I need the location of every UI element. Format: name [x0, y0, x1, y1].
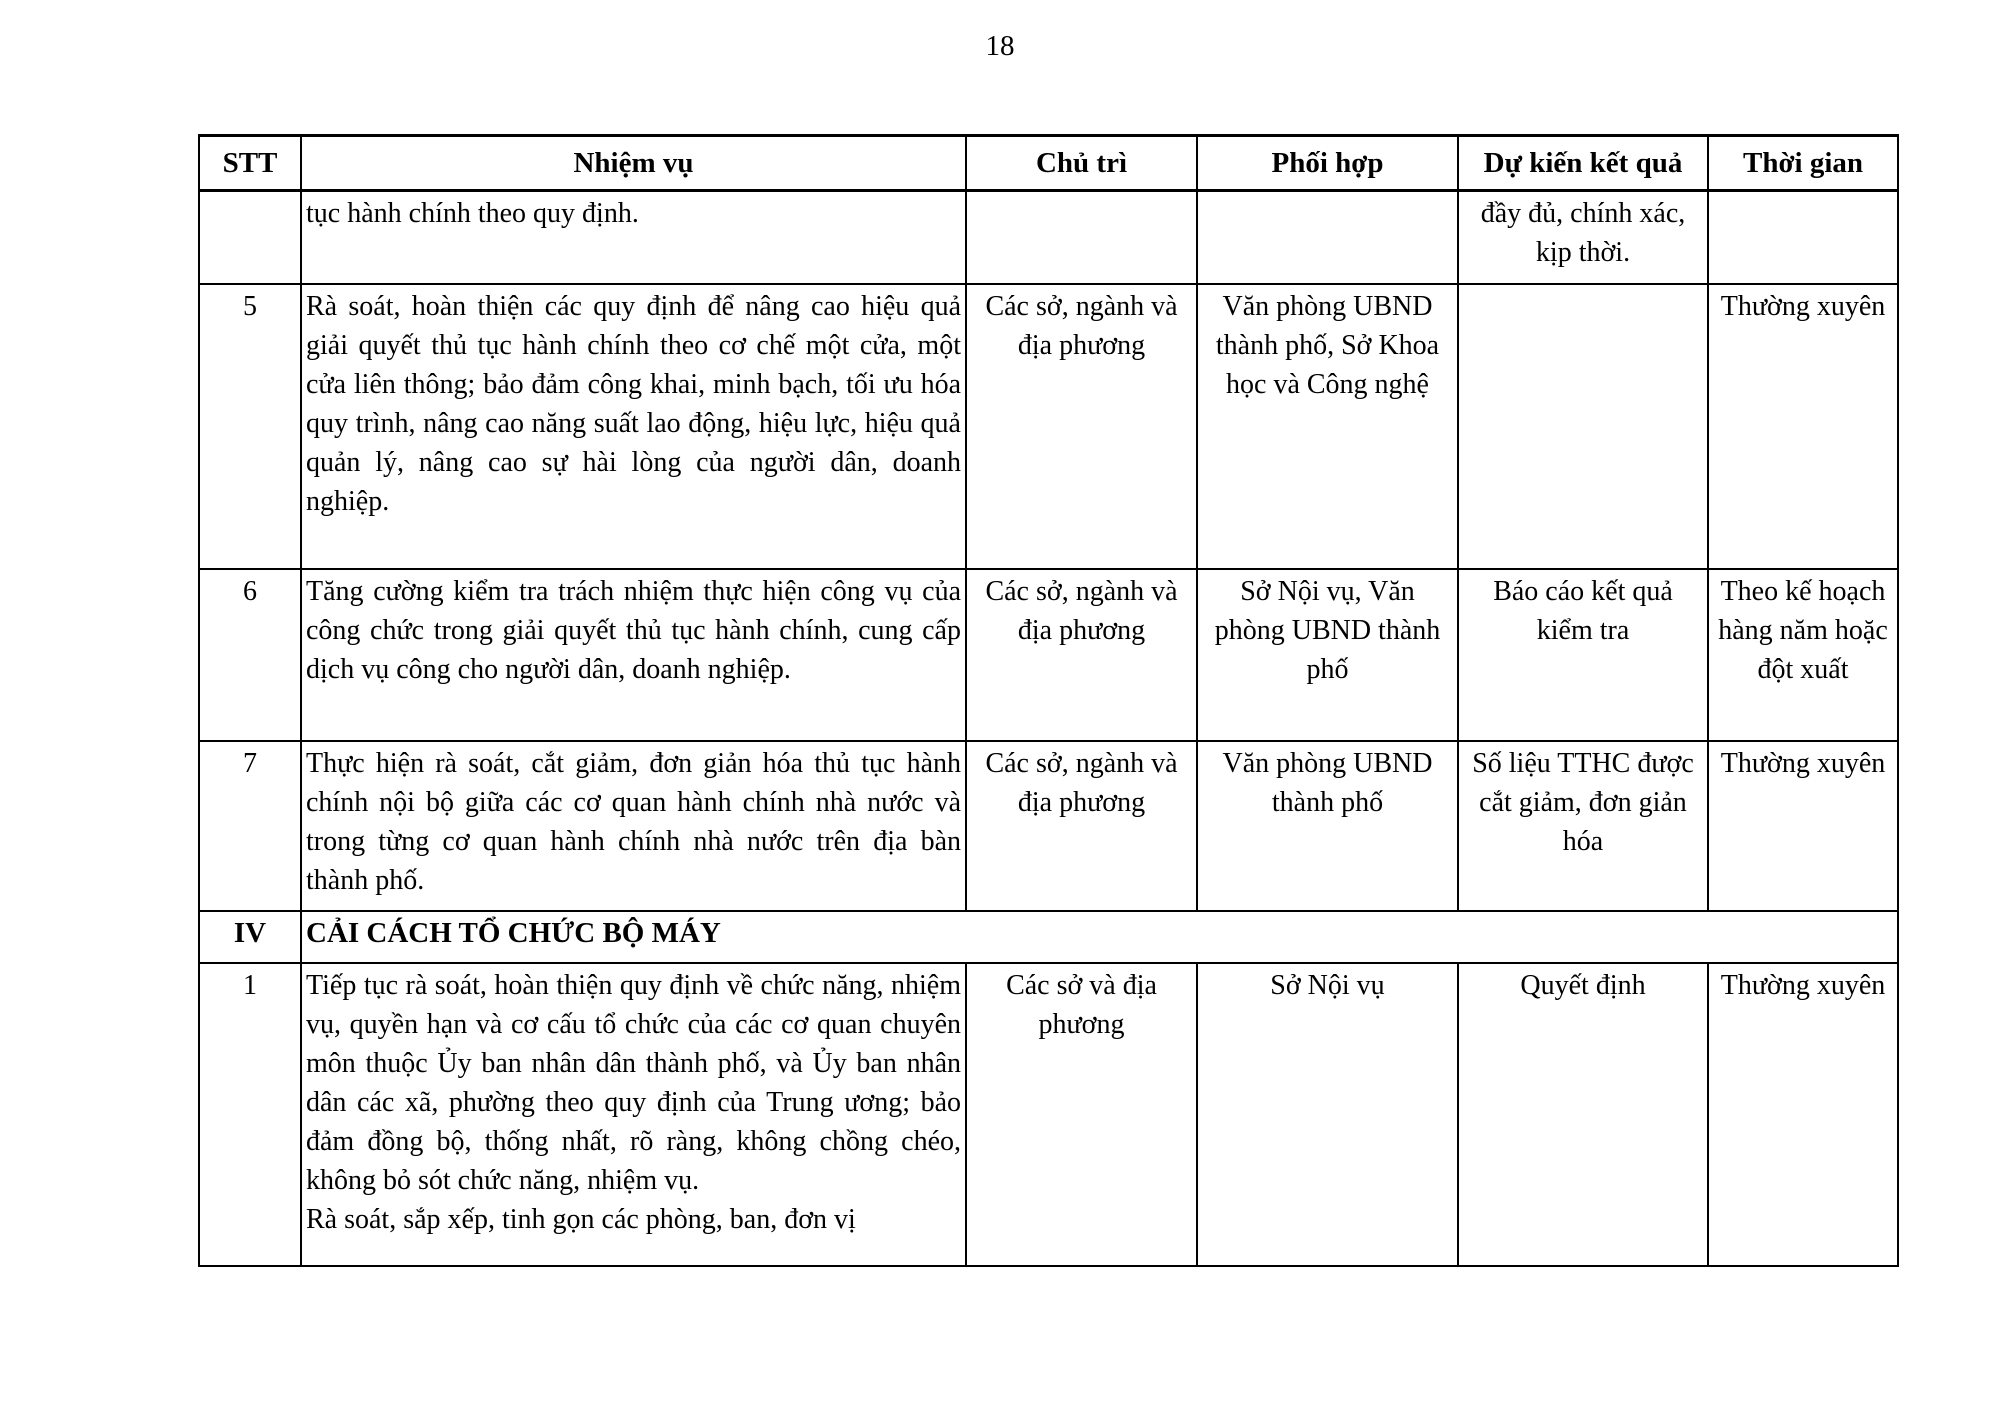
- table-row-6: [199, 569, 1898, 741]
- table-row-7: [199, 741, 1898, 911]
- cell-ketqua: [1458, 284, 1708, 569]
- cell-chutri: [966, 191, 1197, 284]
- cell-ketqua: Báo cáo kết quả kiểm tra: [1458, 569, 1708, 741]
- cell-thoigian: [1708, 191, 1898, 284]
- cell-chutri: Các sở, ngành và địa phương: [966, 284, 1197, 569]
- cell-ketqua: Quyết định: [1458, 963, 1708, 1266]
- header-phoihop: Phối hợp: [1197, 136, 1458, 191]
- task-table: [198, 134, 1899, 1267]
- header-chutri: Chủ trì: [966, 136, 1197, 191]
- cell-section-title: CẢI CÁCH TỔ CHỨC BỘ MÁY: [301, 911, 1898, 963]
- cell-thoigian: Thường xuyên: [1708, 741, 1898, 911]
- cell-thoigian: Theo kế hoạch hàng năm hoặc đột xuất: [1708, 569, 1898, 741]
- header-ketqua: Dự kiến kết quả: [1458, 136, 1708, 191]
- cell-nhiemvu: Thực hiện rà soát, cắt giảm, đơn giản hóa thủ tục hành chính nội bộ giữa các cơ quan hành chính nhà nước và trong từng cơ quan hành chính nhà nước trên địa bàn thành phố.: [301, 741, 966, 911]
- cell-phoihop: [1197, 191, 1458, 284]
- cell-phoihop: Sở Nội vụ, Văn phòng UBND thành phố: [1197, 569, 1458, 741]
- header-stt: STT: [199, 136, 301, 191]
- cell-stt: 6: [199, 569, 301, 741]
- cell-ketqua: đầy đủ, chính xác, kịp thời.: [1458, 191, 1708, 284]
- cell-chutri: Các sở và địa phương: [966, 963, 1197, 1266]
- cell-nhiemvu: Rà soát, hoàn thiện các quy định để nâng cao hiệu quả giải quyết thủ tục hành chính theo cơ chế một cửa, một cửa liên thông; bảo đảm công khai, minh bạch, tối ưu hóa quy trình, nâng cao năng suất lao động, hiệu lực, hiệu quả quản lý, nâng cao sự hài lòng của người dân, doanh nghiệp.: [301, 284, 966, 569]
- cell-thoigian: Thường xuyên: [1708, 284, 1898, 569]
- cell-stt: [199, 191, 301, 284]
- table-header-row: [199, 136, 1898, 191]
- cell-chutri: Các sở, ngành và địa phương: [966, 569, 1197, 741]
- task-paragraph-2: Rà soát, sắp xếp, tinh gọn các phòng, ban, đơn vị: [306, 1203, 856, 1235]
- cell-nhiemvu: Tăng cường kiểm tra trách nhiệm thực hiện công vụ của công chức trong giải quyết thủ tục hành chính, cung cấp dịch vụ công cho người dân, doanh nghiệp.: [301, 569, 966, 741]
- header-thoigian: Thời gian: [1708, 136, 1898, 191]
- task-paragraph-1: Tiếp tục rà soát, hoàn thiện quy định về chức năng, nhiệm vụ, quyền hạn và cơ cấu tổ chức của các cơ quan chuyên môn thuộc Ủy ban nhân dân thành phố, và Ủy ban nhân dân các xã, phường theo quy định của Trung ương; bảo đảm đồng bộ, thống nhất, rõ ràng, không chồng chéo, không bỏ sót chức năng, nhiệm vụ.: [306, 969, 961, 1196]
- table-section-row-iv: [199, 911, 1898, 963]
- cell-stt: 5: [199, 284, 301, 569]
- cell-ketqua: Số liệu TTHC được cắt giảm, đơn giản hóa: [1458, 741, 1708, 911]
- cell-section-number: IV: [199, 911, 301, 963]
- cell-phoihop: Sở Nội vụ: [1197, 963, 1458, 1266]
- cell-thoigian: Thường xuyên: [1708, 963, 1898, 1266]
- cell-chutri: Các sở, ngành và địa phương: [966, 741, 1197, 911]
- cell-phoihop: Văn phòng UBND thành phố, Sở Khoa học và Công nghệ: [1197, 284, 1458, 569]
- page-number: 18: [985, 30, 1015, 62]
- header-nhiemvu: Nhiệm vụ: [301, 136, 966, 191]
- cell-phoihop: Văn phòng UBND thành phố: [1197, 741, 1458, 911]
- table-row-5: [199, 284, 1898, 569]
- cell-nhiemvu: tục hành chính theo quy định.: [301, 191, 966, 284]
- table-row-iv-1: [199, 963, 1898, 1266]
- table-row-continuation: [199, 191, 1898, 284]
- cell-stt: 7: [199, 741, 301, 911]
- cell-nhiemvu: [301, 963, 966, 1266]
- cell-stt: 1: [199, 963, 301, 1266]
